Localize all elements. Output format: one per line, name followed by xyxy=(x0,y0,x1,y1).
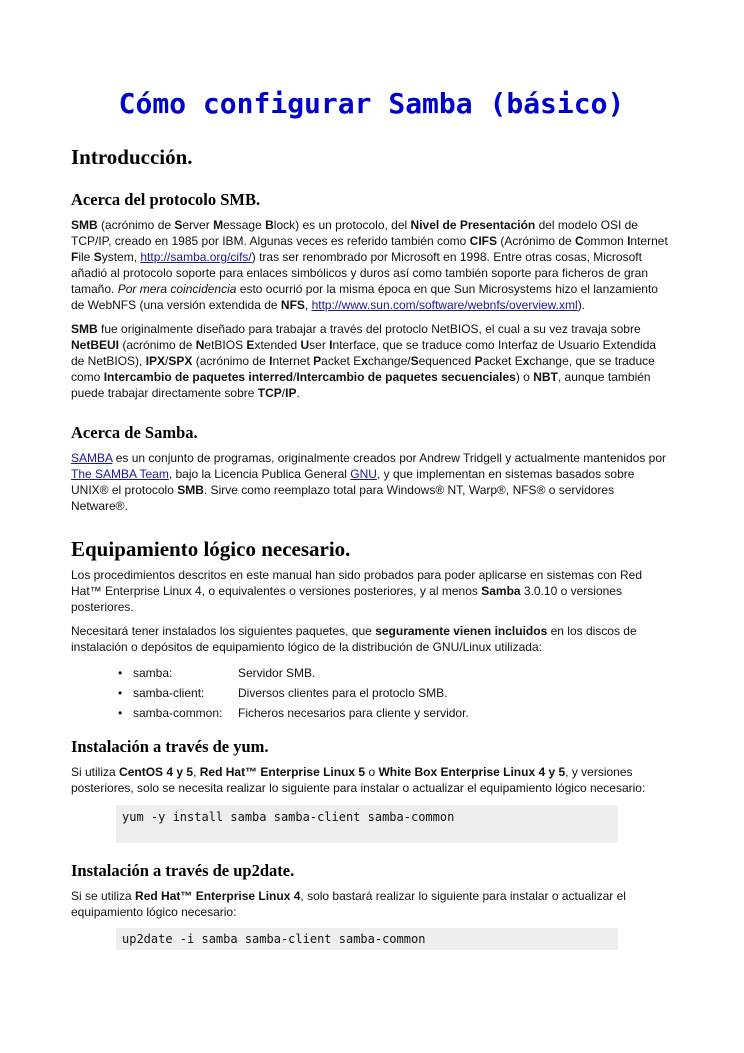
list-item: • samba: Servidor SMB. xyxy=(118,666,316,680)
subsection-heading-up2date: Instalación a través de up2date. xyxy=(71,861,295,880)
paragraph-packages-intro: Necesitará tener instalados los siguientes paquetes, que seguramente vienen incluidos en los discos de instalación o depósitos de equipamiento lógico de la distribución de GNU/Linux utilizada: xyxy=(71,624,637,654)
list-item: • samba-common: Ficheros necesarios para cliente y servidor. xyxy=(118,706,469,720)
code-block-up2date[interactable]: up2date -i samba samba-client samba-common xyxy=(116,928,618,950)
paragraph-smb-netbios: SMB fue originalmente diseñado para trabajar a través del protoclo NetBIOS, el cual a su vez travaja sobre NetBEUI (acrónimo de NetBIOS Extended User Interface, que se traduce como Interfaz de Usuario Extendida de NetBIOS), IPX/SPX (acrónimo de Internet Packet Exchange/Sequenced Packet Exchange, que se traduce como Intercambio de paquetes interred/Intercambio de paquetes secuenciales) o NBT, aunque también puede trabajar directamente sobre TCP/IP. xyxy=(71,322,657,400)
list-item: • samba-client: Diversos clientes para el protoclo SMB. xyxy=(118,686,448,700)
paragraph-samba-about: SAMBA es un conjunto de programas, originalmente creados por Andrew Tridgell y actualmente mantenidos por The SAMBA Team, bajo la Licencia Publica General GNU, y que implementan en sistemas basados sobre UNIX® el protocolo SMB. Sirve como reemplazo total para Windows® NT, Warp®, NFS® o servidores Netware®. xyxy=(71,451,667,513)
link-samba[interactable]: SAMBA xyxy=(71,451,113,465)
subsection-heading-samba: Acerca de Samba. xyxy=(71,423,198,442)
section-heading-equipamiento: Equipamiento lógico necesario. xyxy=(71,537,351,561)
subsection-heading-smb: Acerca del protocolo SMB. xyxy=(71,190,261,209)
link-samba-cifs[interactable]: http://samba.org/cifs/ xyxy=(140,250,252,264)
subsection-heading-yum: Instalación a través de yum. xyxy=(71,737,269,756)
code-block-yum[interactable]: yum -y install samba samba-client samba-common xyxy=(116,805,618,843)
page-title: Cómo configurar Samba (básico) xyxy=(118,87,625,120)
paragraph-yum: Si utiliza CentOS 4 y 5, Red Hat™ Enterprise Linux 5 o White Box Enterprise Linux 4 y 5, y versiones posteriores, solo se necesita realizar lo siguiente para instalar o actualizar el equipamiento lógico necesario: xyxy=(71,765,646,795)
section-heading-introduccion: Introducción. xyxy=(71,145,193,169)
link-sun-webnfs[interactable]: http://www.sun.com/software/webnfs/overview.xml xyxy=(311,298,578,312)
paragraph-up2date: Si se utiliza Red Hat™ Enterprise Linux 4, solo bastará realizar lo siguiente para instalar o actualizar el equipamiento lógico necesario: xyxy=(71,889,626,919)
paragraph-smb-definition: SMB (acrónimo de Server Message Block) es un protocolo, del Nivel de Presentación del modelo OSI de TCP/IP, creado en 1985 por IBM. Algunas veces es referido también como CIFS (Acrónimo de Common Internet File System, http://samba.org/cifs/) tras ser renombrado por Microsoft en 1998. Entre otras cosas, Microsoft añadió al protocolo soporte para enlaces simbólicos y duros así como también soporte para ficheros de gran tamaño. Por mera coincidencia esto ocurrió por la misma época en que Sun Microsystems hizo el lanzamiento de WebNFS (una versión extendida de NFS, http://www.sun.com/software/webnfs/overview.xml). xyxy=(71,218,668,312)
paragraph-requirements: Los procedimientos descritos en este manual han sido probados para poder aplicarse en sistemas con Red Hat™ Enterprise Linux 4, o equivalentes o versiones posteriores, y al menos Samba 3.0.10 o versiones posteriores. xyxy=(71,568,642,614)
package-list xyxy=(71,665,672,725)
link-gnu[interactable]: GNU xyxy=(350,467,377,481)
link-samba-team[interactable]: The SAMBA Team xyxy=(71,467,169,481)
